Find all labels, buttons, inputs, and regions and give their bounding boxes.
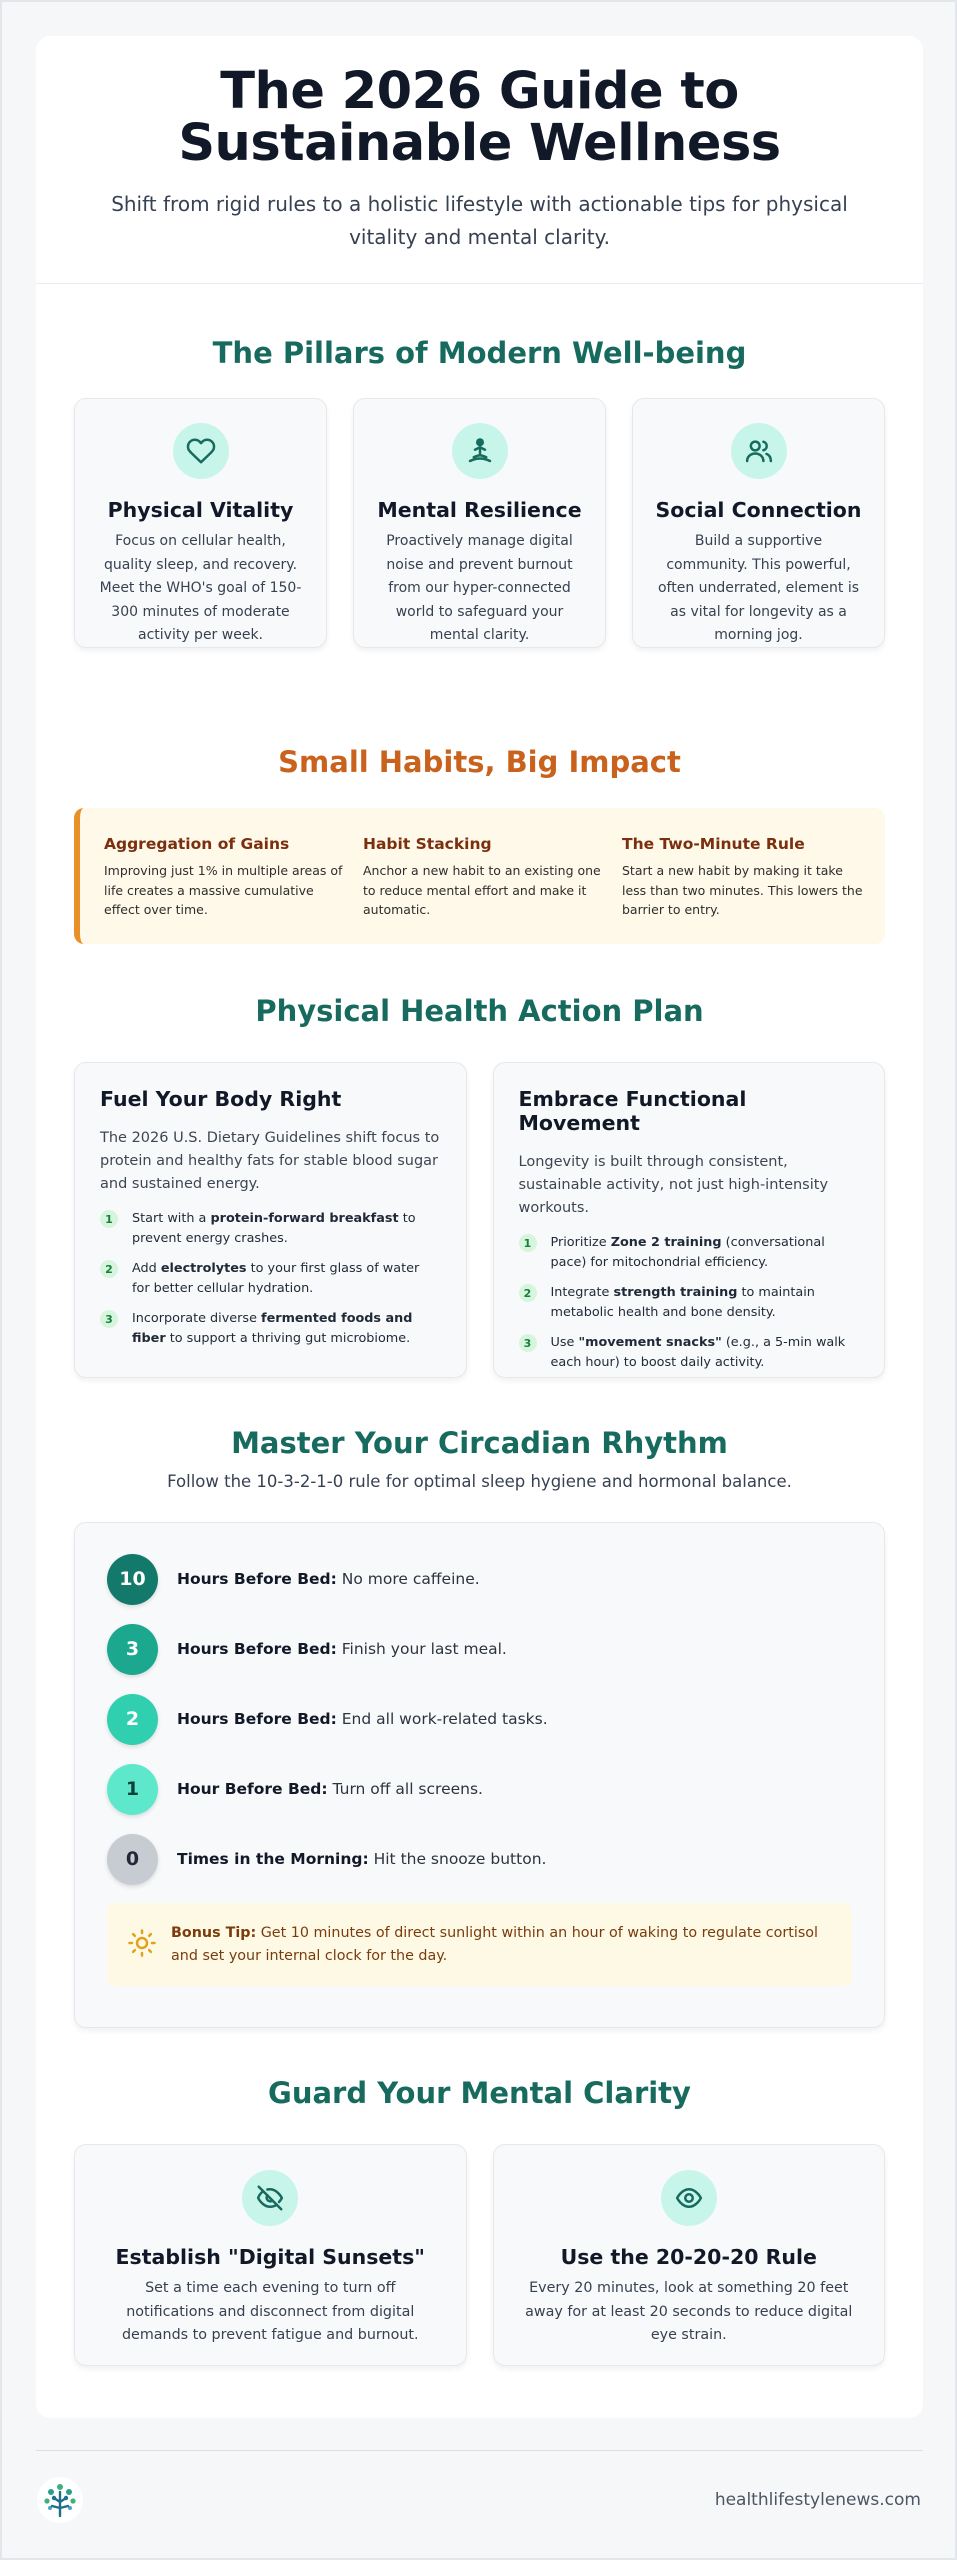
footer-site-url[interactable]: healthlifestylenews.com: [714, 2490, 921, 2510]
step-text: Turn off all screens.: [327, 1780, 483, 1798]
mental-card-text: Set a time each evening to turn off notifications and disconnect from digital demands to prevent fatigue and burnout.: [121, 2280, 419, 2343]
step-text: End all work-related tasks.: [336, 1710, 548, 1728]
mental-card: [74, 2144, 467, 2366]
heart-icon: [173, 423, 229, 479]
plan-title: Physical Health Action Plan: [255, 994, 704, 1028]
plan-card-movement: [493, 1062, 886, 1378]
mental-card-text: Every 20 minutes, look at something 20 feet away for at least 20 seconds to reduce digital eye strain.: [525, 2280, 853, 2343]
tree-logo-icon: [36, 2476, 84, 2524]
step-label: Hours Before Bed:: [177, 1570, 337, 1588]
eye-off-icon: [242, 2170, 298, 2226]
pillar-text: Proactively manage digital noise and prevent burnout from our hyper-connected world to safeguard your mental clarity.: [386, 533, 573, 643]
habit-item: [363, 835, 622, 944]
hero: [36, 36, 923, 284]
step-number-circle: 3: [107, 1624, 158, 1675]
step-number-badge: 2: [100, 1260, 118, 1278]
bonus-text: Get 10 minutes of direct sunlight within an hour of waking to regulate cortisol and set your internal clock for the day.: [171, 1924, 819, 1964]
step-number-badge: 1: [519, 1234, 537, 1252]
pillars-row: [74, 398, 885, 648]
highlight-text: fermented foods and fiber: [132, 1311, 413, 1346]
rule-step: [107, 1763, 852, 1815]
mental-card-title: Use the 20-20-20 Rule: [560, 2245, 817, 2269]
habit-item: [622, 835, 881, 944]
habit-title: Habit Stacking: [363, 835, 492, 853]
plan-card-intro: The 2026 U.S. Dietary Guidelines shift focus to protein and healthy fats for stable blood sugar and sustained energy.: [100, 1130, 440, 1192]
habits-title: Small Habits, Big Impact: [278, 745, 681, 779]
habit-text: Anchor a new habit to an existing one to reduce mental effort and make it automatic.: [363, 863, 601, 917]
page-subtitle: Shift from rigid rules to a holistic lifestyle with actionable tips for physical vitality and mental clarity.: [111, 192, 848, 249]
plan-card-intro: Longevity is built through consistent, sustainable activity, not just high-intensity workouts.: [518, 1154, 829, 1216]
mental-card-title: Establish "Digital Sunsets": [115, 2245, 425, 2269]
pillar-text: Focus on cellular health, quality sleep, and recovery. Meet the WHO's goal of 150-300 minutes of moderate activity per week.: [99, 533, 302, 643]
eye-icon: [661, 2170, 717, 2226]
circadian-subtitle: Follow the 10-3-2-1-0 rule for optimal sleep hygiene and hormonal balance.: [167, 1472, 792, 1491]
rule-step: [107, 1623, 852, 1675]
plan-list-item: 1 Start with a protein-forward breakfast to prevent energy crashes.: [100, 1209, 441, 1249]
habit-text: Start a new habit by making it take less than two minutes. This lowers the barrier to entry.: [622, 863, 863, 917]
plan-list: [519, 1233, 860, 1373]
step-number-circle: 10: [107, 1554, 158, 1605]
step-number-circle: 0: [107, 1834, 158, 1885]
plan-card-nutrition: [74, 1062, 467, 1378]
bonus-label: Bonus Tip:: [171, 1924, 257, 1941]
pillar-title: Social Connection: [655, 498, 862, 522]
step-number-circle: 2: [107, 1694, 158, 1745]
highlight-text: strength training: [613, 1285, 738, 1300]
rule-step: [107, 1693, 852, 1745]
step-text: Finish your last meal.: [336, 1640, 507, 1658]
plan-row: [74, 1062, 885, 1378]
step-number-badge: 3: [100, 1310, 118, 1328]
meditation-icon: [452, 423, 508, 479]
circadian-card: [74, 1522, 885, 2028]
footer-divider: [36, 2450, 923, 2451]
step-text: No more caffeine.: [336, 1570, 480, 1588]
step-text: Hit the snooze button.: [368, 1850, 547, 1868]
plan-list-item: 2 Add electrolytes to your first glass of water for better cellular hydration.: [100, 1259, 441, 1299]
highlight-text: protein-forward breakfast: [210, 1211, 399, 1226]
pillars-title: The Pillars of Modern Well-being: [212, 336, 747, 370]
pillar-title: Mental Resilience: [377, 498, 582, 522]
step-number-badge: 2: [519, 1284, 537, 1302]
highlight-text: "movement snacks": [578, 1335, 722, 1350]
step-number-badge: 1: [100, 1210, 118, 1228]
plan-list-item: 3 Incorporate diverse fermented foods and fiber to support a thriving gut microbiome.: [100, 1309, 441, 1349]
main-card: [36, 36, 923, 2418]
pillar-card: [353, 398, 606, 648]
step-number-circle: 1: [107, 1764, 158, 1815]
step-label: Hour Before Bed:: [177, 1780, 328, 1798]
users-icon: [731, 423, 787, 479]
habit-title: The Two-Minute Rule: [622, 835, 805, 853]
circadian-header: [36, 1426, 923, 1491]
habits-panel: [74, 808, 885, 944]
mental-row: [74, 2144, 885, 2366]
highlight-text: electrolytes: [160, 1261, 247, 1276]
highlight-text: Zone 2 training: [610, 1235, 722, 1250]
bonus-tip: [107, 1903, 852, 1986]
pillar-text: Build a supportive community. This powerful, often underrated, element is as vital for longevity as a morning jog.: [657, 533, 860, 643]
plan-list: [100, 1209, 441, 1349]
step-label: Hours Before Bed:: [177, 1710, 337, 1728]
plan-list-item: 2 Integrate strength training to maintain metabolic health and bone density.: [519, 1283, 860, 1323]
pillar-title: Physical Vitality: [107, 498, 294, 522]
mental-title: Guard Your Mental Clarity: [268, 2076, 691, 2110]
page-title: The 2026 Guide to Sustainable Wellness: [178, 62, 781, 173]
plan-card-title: Fuel Your Body Right: [100, 1087, 342, 1111]
rule-step: [107, 1833, 852, 1885]
plan-card-title: Embrace Functional Movement: [518, 1087, 747, 1135]
rule-step: [107, 1553, 852, 1605]
habit-item: [104, 835, 363, 944]
step-label: Hours Before Bed:: [177, 1640, 337, 1658]
plan-list-item: 3 Use "movement snacks" (e.g., a 5-min walk each hour) to boost daily activity.: [519, 1333, 860, 1373]
step-label: Times in the Morning:: [177, 1850, 369, 1868]
pillar-card: [632, 398, 885, 648]
pillar-card: [74, 398, 327, 648]
circadian-title: Master Your Circadian Rhythm: [231, 1426, 728, 1460]
plan-list-item: 1 Prioritize Zone 2 training (conversational pace) for mitochondrial efficiency.: [519, 1233, 860, 1273]
habit-title: Aggregation of Gains: [104, 835, 290, 853]
sun-icon: [127, 1928, 157, 1962]
habit-text: Improving just 1% in multiple areas of life creates a massive cumulative effect over time.: [104, 863, 343, 917]
mental-card: [493, 2144, 886, 2366]
step-number-badge: 3: [519, 1334, 537, 1352]
